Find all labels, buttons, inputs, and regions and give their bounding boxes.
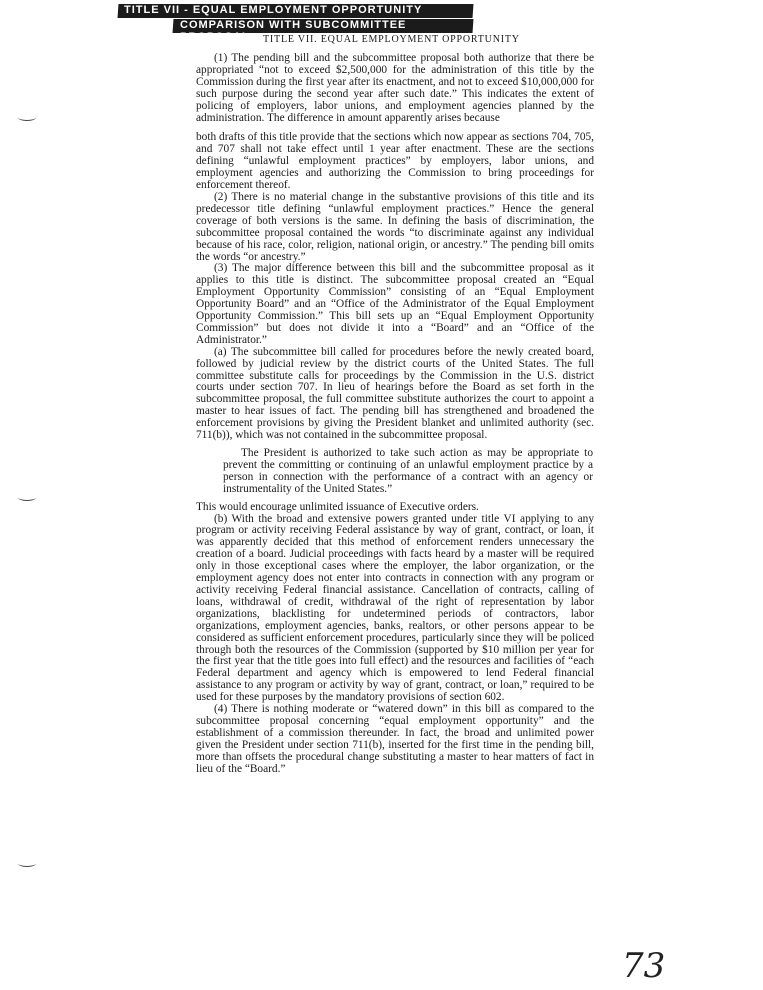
paragraph-8: (4) There is nothing moderate or “watered down” in this bill as compared to the subcommittee proposal concerning “equal employment opportunity” and the establishment of a commission thereunder. In fact, the broad and unlimited power given the President under section 711(b), inserted for the first time in the pending bill, more than offsets the procedural change substituting a master to hear matters of fact in lieu of the “Board.” xyxy=(196,703,594,775)
stamp-line-2: COMPARISON WITH SUBCOMMITTEE PROPOSAL xyxy=(180,19,407,43)
paragraph-7: (b) With the broad and extensive powers granted under title VI applying to any program or activity receiving Federal assistance by way of grant, contract, or loan, it was apparently decided that this method of enforcement renders unnecessary the creation of a board. Judicial proceedings with facts heard by a master will be required only in those exceptional cases where the employer, the labor organization, or the employment agency does not enter into contracts in connection with any program or activity receiving Federal financial assistance. Cancellation of contracts, calling of loans, withdrawal of credit, withdrawal of the right of representation by labor organizations, blacklisting for undetermined periods of contractors, labor organizations, employment agencies, banks, realtors, or other persons appear to be considered as sufficient enforcement procedures, particularly since they will be policed through both the resources of the Commission (supported by $10 million per year for the first year that the title goes into full effect) and the resources and facilities of “each Federal department and agency which is empowered to lend Federal financial assistance to any program or activity by way of grant, contract, or loan,” required to be used for these purposes by the mandatory provisions of section 602. xyxy=(196,512,594,704)
handwritten-page-number: 73 xyxy=(622,946,666,986)
punch-hole-mark xyxy=(18,114,36,121)
stamp-line-1: TITLE VII - EQUAL EMPLOYMENT OPPORTUNITY xyxy=(124,4,423,16)
paragraph-3: (2) There is no material change in the substantive provisions of this title and its predecessor title defining “unlawful employment practices.” Hence the general coverage of both versions is the same. In defining the basis of discrimination, the subcommittee proposal contained the words “to discriminate against any individual because of his race, color, religion, national origin, or ancestry.” The pending bill omits the words “or ancestry.” xyxy=(196,190,594,263)
running-header: TITLE VII. EQUAL EMPLOYMENT OPPORTUNITY xyxy=(263,34,520,45)
paragraph-2: both drafts of this title provide that the sections which now appear as sections 704, 705, and 707 shall not take effect until 1 year after enactment. These are the sections defining “unlawful employment practices” by employers, labor unions, and employment agencies and authorizing the Commission to bring proceedings for enforcement thereof. xyxy=(196,131,594,192)
paragraph-5: (a) The subcommittee bill called for procedures before the newly created board, followed by judicial review by the district courts of the United States. The full committee substitute calls for proceedings by the Commission in the U.S. district courts under section 707. In lieu of hearings before the Board as set forth in the subcommittee proposal, the full committee substitute authorizes the court to appoint a master to hear issues of fact. The pending bill has strengthened and broadened the enforcement provisions by giving the President blanket and unlimited authority (sec. 711(b)), which was not contained in the subcommittee proposal. xyxy=(196,345,594,442)
paragraph-4: (3) The major difference between this bill and the subcommittee proposal as it applies to this title is distinct. The subcommittee proposal created an “Equal Employment Opportunity Commission” consisting of an “Equal Employment Opportunity Board” and an “Office of the Administrator of the Equal Employment Opportunity Commission.” This bill sets up an “Equal Employment Opportunity Commission” but does not divide it into a “Board” and an “Office of the Administrator.” xyxy=(196,262,594,346)
punch-hole-mark xyxy=(18,860,36,867)
document-body xyxy=(196,53,594,775)
paragraph-6: This would encourage unlimited issuance of Executive orders. xyxy=(196,500,479,513)
punch-hole-mark xyxy=(18,494,36,501)
title-stamp xyxy=(118,4,473,43)
block-quote: The President is authorized to take such action as may be appropriate to prevent the committing or continuing of an unlawful employment practice by a person in connection with the performance of a contract with an agency or instrumentality of the United States.” xyxy=(223,447,593,495)
paragraph-1: (1) The pending bill and the subcommittee proposal both authorize that there be appropriated “not to exceed $2,500,000 for the administration of this title by the Commission during the first year after its enactment, and not to exceed $10,000,000 for such purpose during the second year after such date.” This indicates the extent of policing of employers, labor unions, and employment agencies planned by the administration. The difference in amount apparently arises because xyxy=(196,52,594,124)
